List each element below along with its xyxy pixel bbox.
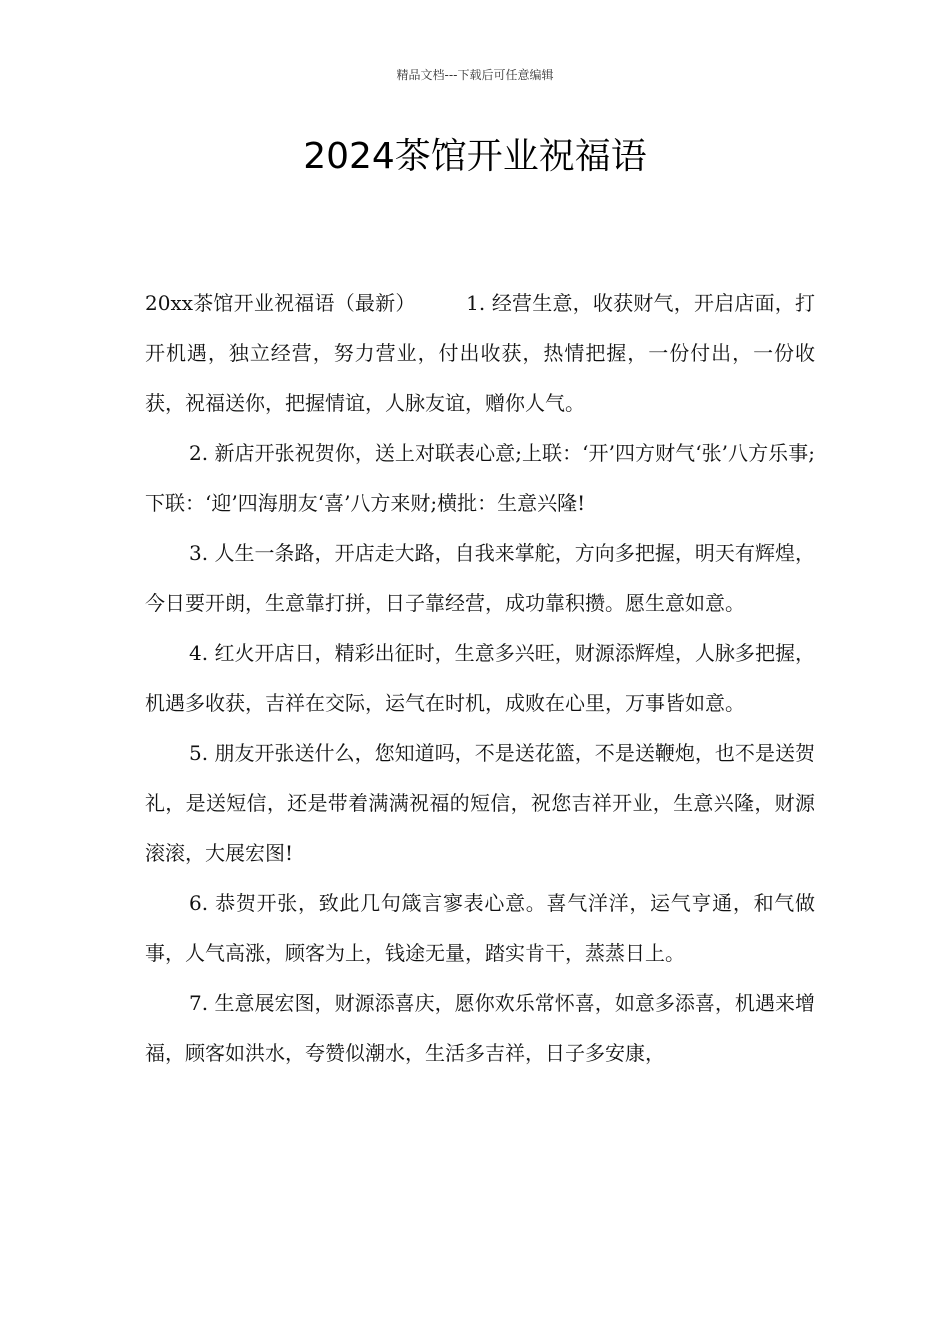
header-note: 精品文档---下载后可任意编辑 bbox=[396, 68, 554, 82]
paragraph-7: 7. 生意展宏图，财源添喜庆，愿你欢乐常怀喜，如意多添喜，机遇来增福，顾客如洪水，夸赞似潮水，生活多吉祥，日子多安康， bbox=[145, 991, 815, 1065]
document-title: 2024茶馆开业祝福语 bbox=[303, 136, 647, 177]
document-body bbox=[145, 278, 815, 1078]
paragraph-intro: 20xx茶馆开业祝福语（最新） 1. 经营生意，收获财气，开启店面，打开机遇，独立经营，努力营业，付出收获，热情把握，一份付出，一份收获，祝福送你，把握情谊，人脉友谊，赠你人气。 bbox=[145, 291, 815, 415]
paragraph-2: 2. 新店开张祝贺你，送上对联表心意;上联：‘开’四方财气‘张’八方乐事;下联：‘迎’四海朋友‘喜’八方来财;横批：生意兴隆! bbox=[145, 441, 815, 515]
paragraph-6: 6. 恭贺开张，致此几句箴言寥表心意。喜气洋洋，运气亨通，和气做事，人气高涨，顾客为上，钱途无量，踏实肯干，蒸蒸日上。 bbox=[145, 891, 815, 965]
paragraph-4: 4. 红火开店日，精彩出征时，生意多兴旺，财源添辉煌，人脉多把握，机遇多收获，吉祥在交际，运气在时机，成败在心里，万事皆如意。 bbox=[145, 641, 815, 715]
paragraph-5: 5. 朋友开张送什么，您知道吗，不是送花篮，不是送鞭炮，也不是送贺礼，是送短信，还是带着满满祝福的短信，祝您吉祥开业，生意兴隆，财源滚滚，大展宏图! bbox=[145, 741, 815, 865]
paragraph-3: 3. 人生一条路，开店走大路，自我来掌舵，方向多把握，明天有辉煌，今日要开朗，生意靠打拼，日子靠经营，成功靠积攒。愿生意如意。 bbox=[145, 541, 815, 615]
